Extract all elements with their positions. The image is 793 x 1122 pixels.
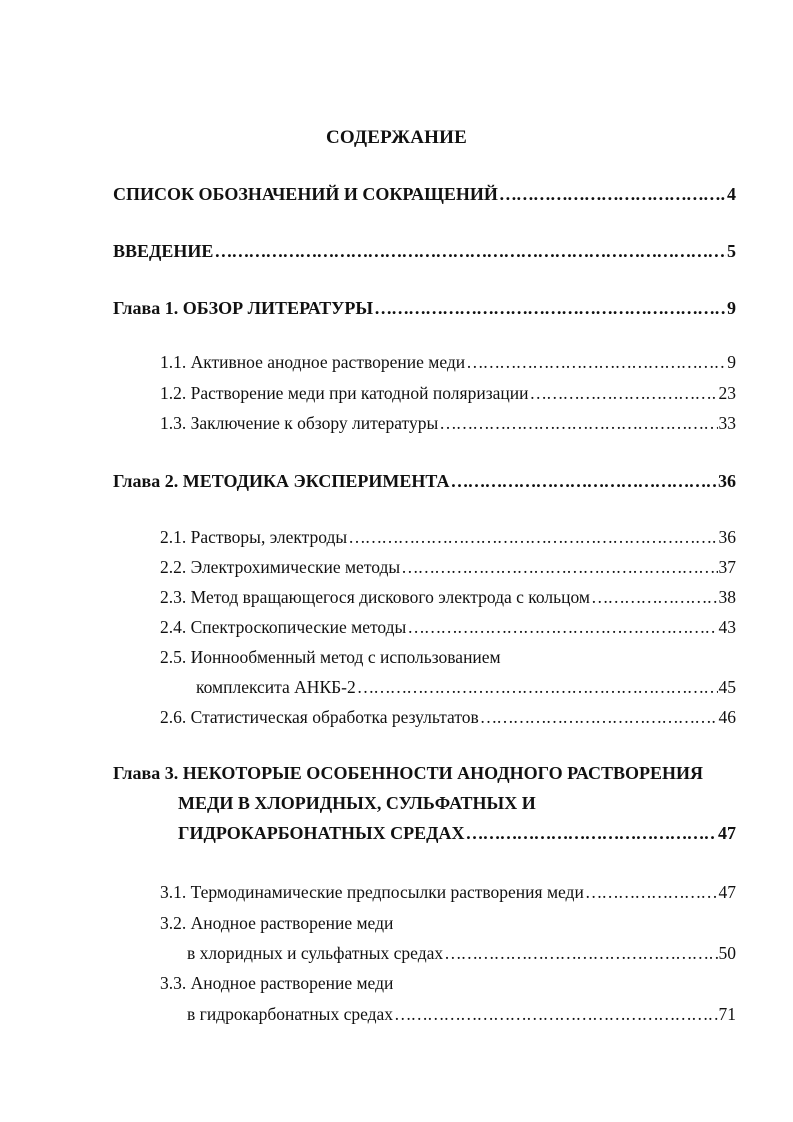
toc-entry-section-2-1[interactable] bbox=[160, 527, 736, 553]
toc-page-number: 36 bbox=[718, 471, 736, 491]
dot-leader bbox=[480, 707, 718, 728]
toc-entry-section-3-3-line1[interactable]: 3.3. Анодное растворение меди bbox=[160, 973, 394, 993]
toc-page-number: 71 bbox=[718, 1004, 736, 1024]
toc-entry-label: 2.2. Электрохимические методы bbox=[160, 557, 401, 577]
toc-entry-section-3-2-line1[interactable]: 3.2. Анодное растворение меди bbox=[160, 913, 394, 933]
toc-entry-chapter-2[interactable] bbox=[113, 471, 736, 497]
toc-entry-section-3-2[interactable] bbox=[187, 943, 736, 969]
toc-entry-label: 2.1. Растворы, электроды bbox=[160, 527, 348, 547]
dot-leader bbox=[499, 184, 726, 205]
toc-page-number: 38 bbox=[718, 587, 736, 607]
dot-leader bbox=[214, 241, 726, 262]
toc-entry-label: Глава 1. ОБЗОР ЛИТЕРАТУРЫ bbox=[113, 298, 374, 318]
toc-page-number: 46 bbox=[718, 707, 736, 727]
dot-leader bbox=[444, 943, 717, 964]
page-title: СОДЕРЖАНИЕ bbox=[326, 127, 467, 148]
toc-entry-section-2-2[interactable] bbox=[160, 557, 736, 583]
toc-entry-abbreviations[interactable] bbox=[113, 184, 736, 210]
toc-entry-label: комплексита АНКБ-2 bbox=[196, 677, 356, 697]
toc-entry-label: 3.1. Термодинамические предпосылки растворения меди bbox=[160, 882, 584, 902]
dot-leader bbox=[357, 677, 718, 698]
toc-entry-section-1-1[interactable] bbox=[160, 352, 736, 378]
toc-page-number: 23 bbox=[718, 383, 736, 403]
toc-entry-label: в гидрокарбонатных средах bbox=[187, 1004, 394, 1024]
toc-entry-section-2-6[interactable] bbox=[160, 707, 736, 733]
toc-entry-label: Глава 2. МЕТОДИКА ЭКСПЕРИМЕНТА bbox=[113, 471, 450, 491]
dot-leader bbox=[591, 587, 718, 608]
dot-leader bbox=[401, 557, 717, 578]
toc-entry-label: ВВЕДЕНИЕ bbox=[113, 241, 214, 261]
toc-entry-section-2-5[interactable] bbox=[196, 677, 736, 703]
dot-leader bbox=[348, 527, 717, 548]
toc-entry-label: 1.2. Растворение меди при катодной поляризации bbox=[160, 383, 529, 403]
toc-entry-section-1-2[interactable] bbox=[160, 383, 736, 409]
dot-leader bbox=[407, 617, 717, 638]
toc-entry-label: в хлоридных и сульфатных средах bbox=[187, 943, 444, 963]
toc-entry-section-3-3[interactable] bbox=[187, 1004, 736, 1030]
toc-page-number: 4 bbox=[727, 184, 736, 204]
toc-entry-label: 2.3. Метод вращающегося дискового электрода с кольцом bbox=[160, 587, 590, 607]
toc-page-number: 36 bbox=[718, 527, 736, 547]
toc-entry-label: 1.3. Заключение к обзору литературы bbox=[160, 413, 439, 433]
toc-entry-chapter-3[interactable] bbox=[178, 823, 736, 849]
dot-leader bbox=[439, 413, 717, 434]
toc-entry-chapter-3-line1[interactable]: Глава 3. НЕКОТОРЫЕ ОСОБЕННОСТИ АНОДНОГО РАСТВОРЕНИЯ bbox=[113, 763, 703, 783]
toc-page-number: 43 bbox=[718, 617, 736, 637]
toc-entry-label: 1.1. Активное анодное растворение меди bbox=[160, 352, 466, 372]
toc-page-number: 9 bbox=[727, 298, 736, 318]
toc-page-number: 47 bbox=[718, 882, 736, 902]
toc-entry-introduction[interactable] bbox=[113, 241, 736, 267]
toc-entry-chapter-1[interactable] bbox=[113, 298, 736, 324]
dot-leader bbox=[394, 1004, 717, 1025]
dot-leader bbox=[466, 352, 726, 373]
toc-page-number: 45 bbox=[718, 677, 736, 697]
toc-page-number: 9 bbox=[727, 352, 736, 372]
toc-entry-label: ГИДРОКАРБОНАТНЫХ СРЕДАХ bbox=[178, 823, 465, 843]
toc-page-number: 50 bbox=[718, 943, 736, 963]
toc-entry-section-2-3[interactable] bbox=[160, 587, 736, 613]
dot-leader bbox=[529, 383, 717, 404]
toc-entry-section-1-3[interactable] bbox=[160, 413, 736, 439]
toc-entry-label: СПИСОК ОБОЗНАЧЕНИЙ И СОКРАЩЕНИЙ bbox=[113, 184, 498, 204]
toc-entry-label: 2.4. Спектроскопические методы bbox=[160, 617, 407, 637]
toc-entry-chapter-3-line2[interactable]: МЕДИ В ХЛОРИДНЫХ, СУЛЬФАТНЫХ И bbox=[178, 793, 536, 813]
dot-leader bbox=[374, 298, 726, 319]
toc-page-number: 33 bbox=[718, 413, 736, 433]
toc-entry-section-3-1[interactable] bbox=[160, 882, 736, 908]
toc-page-number: 37 bbox=[718, 557, 736, 577]
toc-entry-label: 2.6. Статистическая обработка результатов bbox=[160, 707, 479, 727]
toc-entry-section-2-4[interactable] bbox=[160, 617, 736, 643]
toc-page-number: 5 bbox=[727, 241, 736, 261]
dot-leader bbox=[585, 882, 718, 903]
toc-entry-section-2-5-line1[interactable]: 2.5. Ионнообменный метод с использованием bbox=[160, 647, 501, 667]
toc-page-number: 47 bbox=[718, 823, 736, 843]
dot-leader bbox=[450, 471, 717, 492]
dot-leader bbox=[466, 823, 717, 844]
